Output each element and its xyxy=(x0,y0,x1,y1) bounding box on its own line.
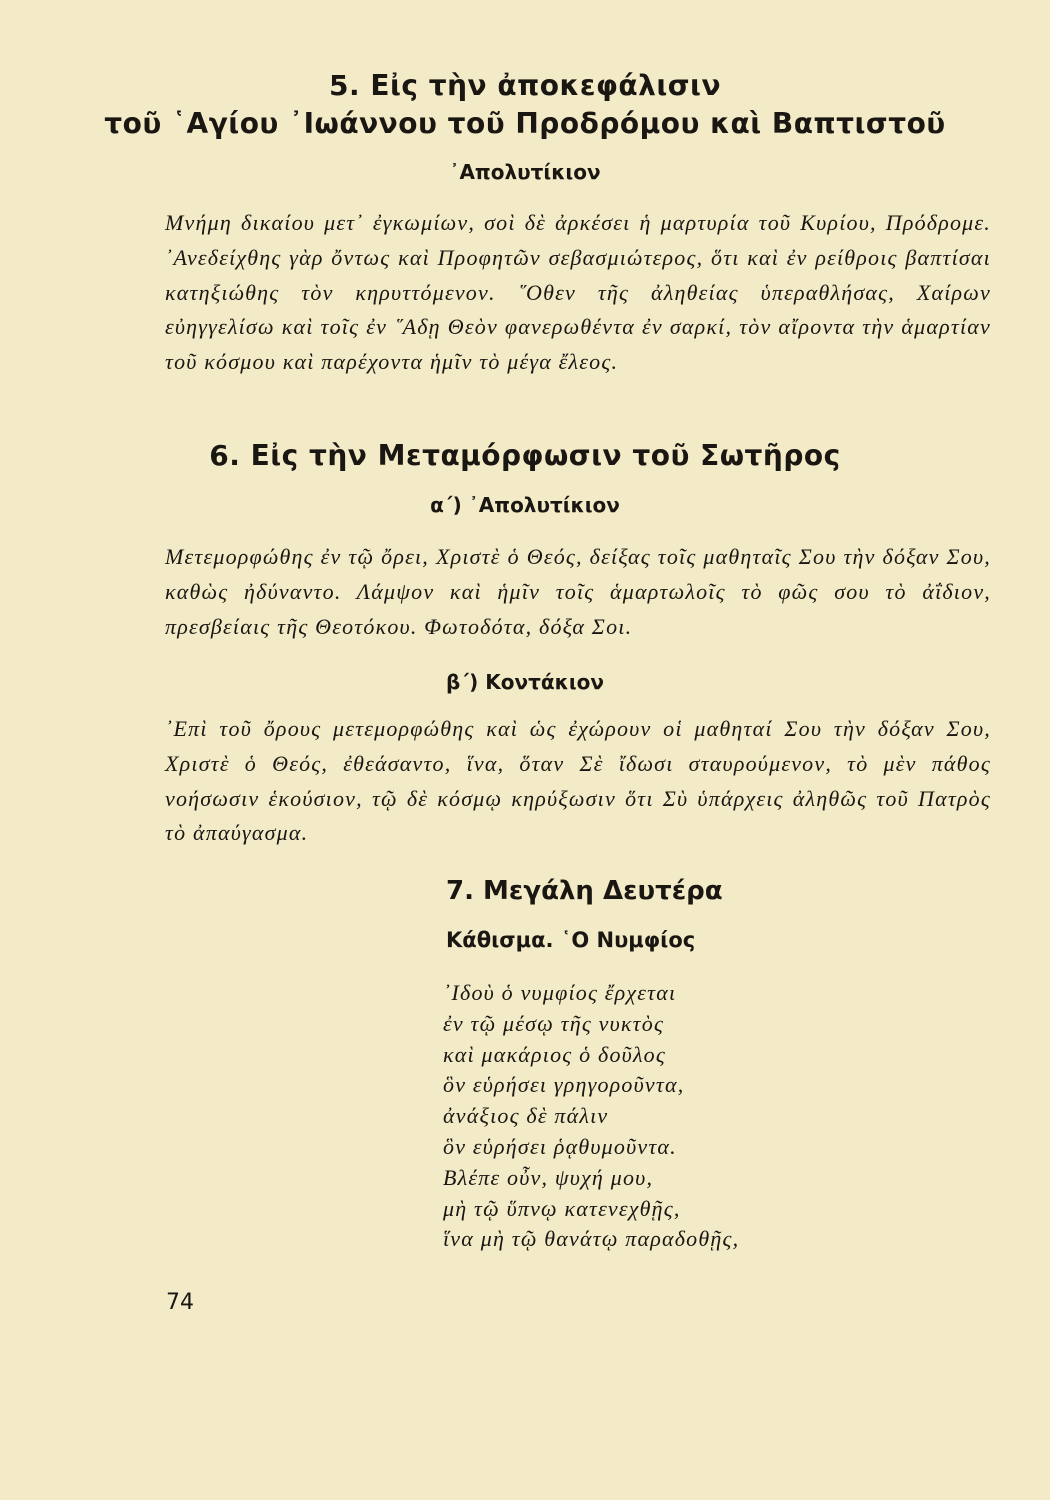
section-5-title-line1: 5. Εἰς τὴν ἀποκεφάλισιν xyxy=(328,69,722,102)
poem-line: ὃν εὑρήσει ῥᾳθυμοῦντα. xyxy=(443,1133,677,1159)
section-5-title-line2: τοῦ ῾Αγίου ᾿Ιωάννου τοῦ Προδρόμου καὶ Βαπτιστοῦ xyxy=(104,107,946,140)
poem-line: μὴ τῷ ὕπνῳ κατενεχθῇς, xyxy=(443,1195,681,1221)
section-5-subtitle: ᾿Απολυτίκιον xyxy=(449,160,601,184)
section-5-apolytikion-text: Μνήμη δικαίου μετ᾿ ἐγκωμίων, σοὶ δὲ ἀρκέσει ἡ μαρτυρία τοῦ Κυρίου, Πρόδρομε. ᾿Ανεδείχθης γὰρ ὄντως καὶ Προφητῶν σεβασμιώτερος, ὅτι καὶ ἐν ρείθροις βαπτίσαι κατηξιώθης τὸν κηρυττόμενον. ῞Οθεν τῆς ἀληθείας ὑπεραθλήσας, Χαίρων εὐηγγελίσω καὶ τοῖς ἐν ῞Αδῃ Θεὸν φανερωθέντα ἐν σαρκί, τὸν αἴροντα τὴν ἁμαρτίαν τοῦ κόσμου καὶ παρέχοντα ἡμῖν τὸ μέγα ἔλεος. xyxy=(165,210,991,375)
section-6-kontakion-text: ᾿Επὶ τοῦ ὄρους μετεμορφώθης καὶ ὡς ἐχώρουν οἱ μαθηταί Σου τὴν δόξαν Σου, Χριστὲ ὁ Θεός, ἐθεάσαντο, ἵνα, ὅταν Σὲ ἴδωσι σταυρούμενον, τὸ μὲν πάθος νοήσωσιν ἑκούσιον, τῷ δὲ κόσμῳ κηρύξωσιν ὅτι Σὺ ὑπάρχεις ἀληθῶς τοῦ Πατρὸς τὸ ἀπαύγασμα. xyxy=(165,716,991,846)
poem-line: ἐν τῷ μέσῳ τῆς νυκτὸς xyxy=(443,1010,665,1036)
poem-line: Βλέπε οὖν, ψυχή μου, xyxy=(443,1164,654,1190)
section-7-title: 7. Μεγάλη Δευτέρα xyxy=(446,876,723,906)
poem-line: ἵνα μὴ τῷ θανάτῳ παραδοθῇς, xyxy=(443,1226,740,1252)
section-6-subtitle-b: β΄) Κοντάκιον xyxy=(446,670,604,694)
poem-line: ᾿Ιδοὺ ὁ νυμφίος ἔρχεται xyxy=(443,980,677,1005)
poem-line: ἀνάξιος δὲ πάλιν xyxy=(443,1103,609,1129)
poem-line: ὃν εὑρήσει γρηγοροῦντα, xyxy=(443,1072,685,1098)
section-7-poem xyxy=(443,978,963,1255)
section-6-subtitle-a: α΄) ᾿Απολυτίκιον xyxy=(430,493,620,517)
page-number: 74 xyxy=(166,1290,194,1315)
section-6-apolytikion-text: Μετεμορφώθης ἐν τῷ ὄρει, Χριστὲ ὁ Θεός, δείξας τοῖς μαθηταῖς Σου τὴν δόξαν Σου, καθὼς ἠδύναντο. Λάμψον καὶ ἡμῖν τοῖς ἁμαρτωλοῖς τὸ φῶς σου τὸ ἀΐδιον, πρεσβείαις τῆς Θεοτόκου. Φωτοδότα, δόξα Σοι. xyxy=(165,544,991,639)
section-7-subtitle: Κάθισμα. ῾Ο Νυμφίος xyxy=(446,928,696,952)
section-6-title: 6. Εἰς τὴν Μεταμόρφωσιν τοῦ Σωτῆρος xyxy=(209,439,841,472)
poem-line: καὶ μακάριος ὁ δοῦλος xyxy=(443,1041,666,1067)
